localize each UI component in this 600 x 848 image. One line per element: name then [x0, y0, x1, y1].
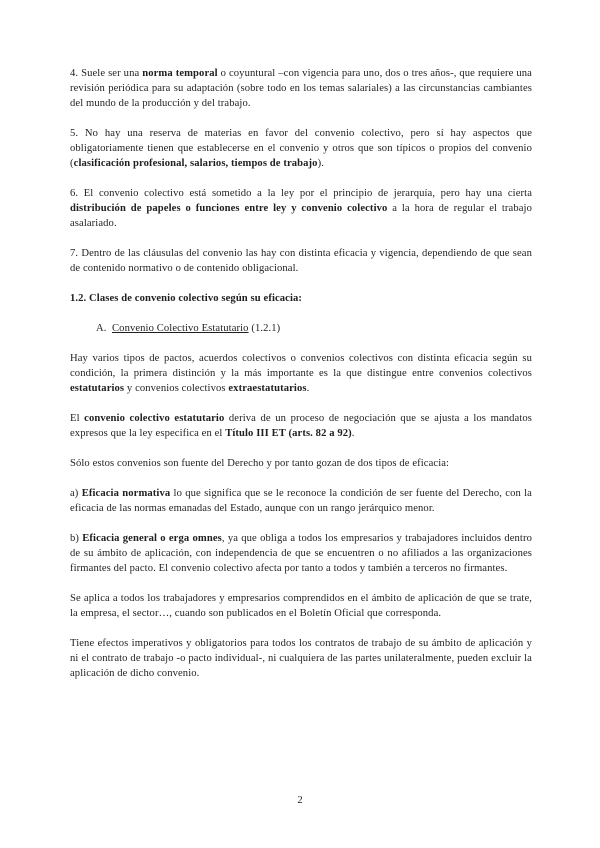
emphasized-text: extraestatutarios [228, 383, 307, 394]
emphasized-text: 1.2. Clases de convenio colectivo según su eficacia: [70, 293, 303, 304]
paragraph-item-6 [70, 186, 532, 231]
emphasized-text: estatutarios [70, 383, 125, 394]
paragraph-se-aplica [70, 591, 532, 621]
emphasized-text: Eficacia normativa [81, 488, 171, 499]
text-run: El [70, 413, 85, 424]
emphasized-text: Título III ET (arts. 82 a 92) [225, 428, 352, 439]
paragraph-hay-varios [70, 351, 532, 396]
paragraph-item-5 [70, 126, 532, 171]
text-run: b) [70, 533, 83, 544]
text-run: , ya que obliga a todos los empresarios y trabajadores incluidos dentro de su ámbito de aplicación, con independencia de que se encuentren o no afiliados a las organizaciones firmantes del pacto. El convenio colectivo afecta por tanto a todos y también a terceros no firmantes. [70, 533, 532, 574]
text-run: A. [96, 323, 112, 334]
emphasized-text: clasificación profesional, salarios, tiempos de trabajo [73, 158, 318, 169]
emphasized-text: Convenio Colectivo Estatutario [112, 323, 249, 334]
text-run: y convenios colectivos [124, 383, 229, 394]
paragraph-el-convenio [70, 411, 532, 441]
text-run: Sólo estos convenios son fuente del Derecho y por tanto gozan de dos tipos de eficacia: [70, 458, 450, 469]
paragraph-item-7 [70, 246, 532, 276]
paragraph-eficacia-normativa [70, 486, 532, 516]
text-run: Hay varios tipos de pactos, acuerdos colectivos o convenios colectivos con distinta eficacia según su condición, la primera distinción y la más importante es la que distingue entre convenios colectivos [70, 353, 532, 379]
emphasized-text: distribución de papeles o funciones entre ley y convenio colectivo [70, 203, 388, 214]
text-run: deriva de un proceso de negociación que se ajusta a los mandatos expresos que la ley especifica en el [70, 413, 532, 439]
paragraph-item-4 [70, 66, 532, 111]
text-run: lo que significa que se le reconoce la condición de ser fuente del Derecho, con la eficacia de las normas emanadas del Estado, aunque con un rango jerárquico menor. [70, 488, 532, 514]
text-run: a la hora de regular el trabajo asalariado. [70, 203, 532, 229]
text-run: a) [70, 488, 82, 499]
emphasized-text: norma temporal [142, 68, 218, 79]
subsection-heading-a [96, 321, 532, 336]
text-run: . [351, 428, 355, 439]
text-run: ). [317, 158, 324, 169]
text-run: 7. Dentro de las cláusulas del convenio las hay con distinta eficacia y vigencia, dependiendo de que sean de contenido normativo o de contenido obligacional. [70, 248, 532, 274]
paragraph-tiene-efectos [70, 636, 532, 681]
paragraph-solo-estos [70, 456, 532, 471]
text-run: 6. El convenio colectivo está sometido a la ley por el principio de jerarquía, pero hay una cierta [70, 188, 532, 199]
paragraph-eficacia-general [70, 531, 532, 576]
document-content [70, 66, 532, 696]
emphasized-text: Eficacia general o erga omnes [82, 533, 222, 544]
text-run: o coyuntural –con vigencia para uno, dos o tres años-, que requiere una revisión periódica para su adaptación (sobre todo en los temas salariales) a las circunstancias cambiantes del mundo de la producción y del trabajo. [70, 68, 532, 109]
text-run: . [306, 383, 310, 394]
emphasized-text: convenio colectivo estatutario [84, 413, 225, 424]
text-run: 4. Suele ser una [70, 68, 143, 79]
page-number: 2 [297, 795, 303, 806]
text-run: Tiene efectos imperativos y obligatorios para todos los contratos de trabajo de su ámbito de aplicación y ni el contrato de trabajo -o pacto individual-, ni cualquiera de las partes unilateralmente, pueden excluir la aplicación de dicho convenio. [70, 638, 532, 679]
text-run: Se aplica a todos los trabajadores y empresarios comprendidos en el ámbito de aplicación de que se trate, la empresa, el sector…, cuando son publicados en el Boletín Oficial que corresponda. [70, 593, 532, 619]
section-heading-1-2 [70, 291, 532, 306]
text-run: (1.2.1) [248, 323, 281, 334]
text-run: 5. No hay una reserva de materias en favor del convenio colectivo, pero sí hay aspectos que obligatoriamente tienen que establecerse en el convenio y otros que son típicos o propios del convenio ( [70, 128, 532, 169]
